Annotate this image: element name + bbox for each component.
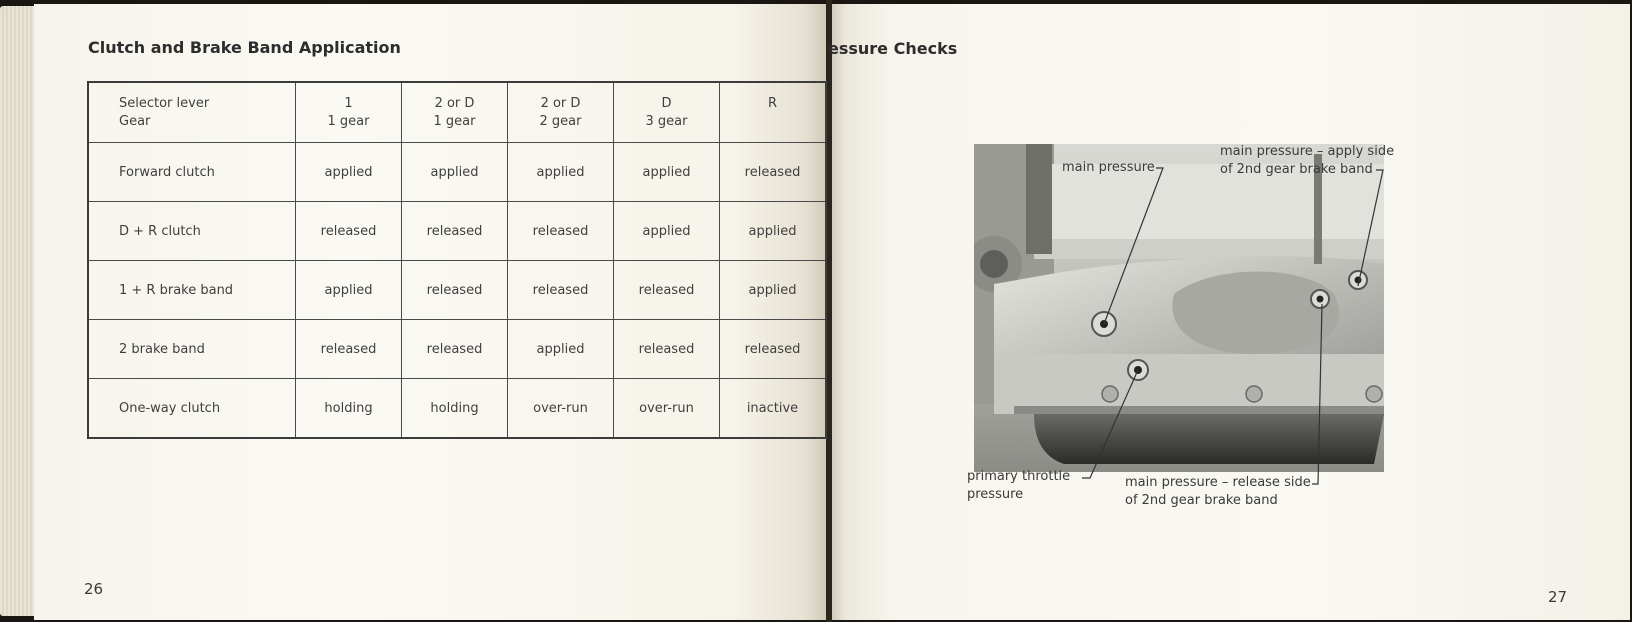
header-col: 2 or D 2 gear	[508, 82, 614, 143]
table-cell: holding	[296, 379, 402, 439]
table-cell: applied	[720, 202, 827, 261]
row-label: 2 brake band	[88, 320, 296, 379]
table-cell: applied	[614, 202, 720, 261]
table-cell: released	[402, 261, 508, 320]
table-cell: over-run	[508, 379, 614, 439]
header-col: D 3 gear	[614, 82, 720, 143]
row-label: Forward clutch	[88, 143, 296, 202]
callout-release-side: main pressure – release side of 2nd gear brake band	[1125, 475, 1311, 508]
header-row-label: Selector lever Gear	[88, 82, 296, 143]
table-cell: released	[296, 202, 402, 261]
table-cell: released	[508, 261, 614, 320]
table-cell: applied	[296, 143, 402, 202]
page-number-right: 27	[1548, 588, 1568, 606]
table-cell: released	[614, 320, 720, 379]
table-cell: applied	[402, 143, 508, 202]
table-cell: released	[614, 261, 720, 320]
row-label: One-way clutch	[88, 379, 296, 439]
header-col: 2 or D 1 gear	[402, 82, 508, 143]
table-cell: inactive	[720, 379, 827, 439]
table-cell: applied	[614, 143, 720, 202]
table-cell: released	[402, 320, 508, 379]
header-col: R	[720, 82, 827, 143]
table-cell: applied	[508, 320, 614, 379]
table-cell: released	[296, 320, 402, 379]
page-title-right: essure Checks	[828, 39, 958, 58]
callout-apply-side: main pressure – apply side of 2nd gear brake band	[1220, 144, 1395, 177]
table-cell: released	[508, 202, 614, 261]
table-cell: released	[720, 320, 827, 379]
page-number-left: 26	[84, 580, 104, 598]
row-label: D + R clutch	[88, 202, 296, 261]
table-cell: released	[402, 202, 508, 261]
callout-main-pressure: main pressure	[1062, 160, 1155, 175]
table-cell: applied	[720, 261, 827, 320]
page-title-left: Clutch and Brake Band Application	[88, 38, 401, 57]
table-cell: applied	[296, 261, 402, 320]
table-cell: released	[720, 143, 827, 202]
table-cell: holding	[402, 379, 508, 439]
callout-primary-throttle: primary throttle pressure	[967, 469, 1071, 502]
header-col: 1 1 gear	[296, 82, 402, 143]
table-cell: over-run	[614, 379, 720, 439]
row-label: 1 + R brake band	[88, 261, 296, 320]
table-cell: applied	[508, 143, 614, 202]
